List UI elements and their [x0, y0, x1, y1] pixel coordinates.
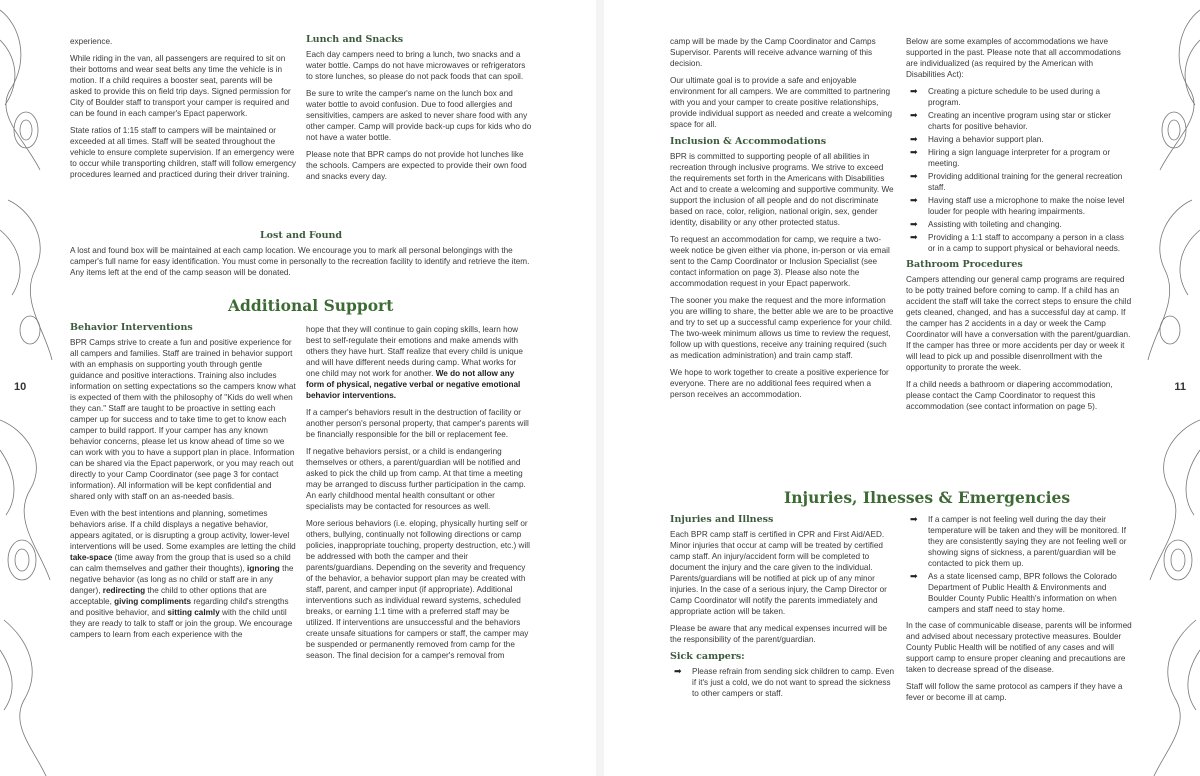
- paragraph: experience.: [70, 37, 113, 46]
- section-heading: Lunch and Snacks: [306, 34, 404, 45]
- paragraph: Please be aware that any medical expenses incurred will be the responsibility of the parent/guardian.: [670, 624, 888, 644]
- list-item: ➡ Creating a picture schedule to be used during a program.: [910, 86, 1101, 107]
- right-page: [604, 0, 1200, 776]
- paragraph: If a child needs a bathroom or diapering accommodation, please contact the Camp Coordinator to request this accommodation (see contact information on page 5).: [906, 380, 1113, 411]
- section-heading: Lost and Found: [259, 230, 343, 241]
- behavior-interventions-column-1: [70, 322, 296, 646]
- paragraph: In the case of communicable disease, parents will be informed and advised about necessary protective measures. Boulder County Public Health will be notified of any cases and will support camp to ensure proper cleaning and precautions are taken to decrease spread of the disease.: [906, 621, 1132, 674]
- list-item: ➡ Providing additional training for the general recreation staff.: [910, 171, 1123, 192]
- section-heading: Behavior Interventions: [70, 322, 193, 333]
- paragraph: A lost and found box will be maintained at each camp location. We encourage you to mark all personal belongings with the camper's full name for easy identification. You must come in personally to the recreation facility to identify and retrieve the item. Any items left at the end of the camp season will be donated.: [70, 246, 530, 277]
- paragraph: The sooner you make the request and the more information you are willing to share, the better able we are to be proactive and try to set up a successful camp experience for your child. The two-week minimum allows us time to review the request, follow up with questions, receive any training required (such as medication administration) and train camp staff.: [670, 296, 894, 360]
- list-item: ➡ Having staff use a microphone to make the noise level louder for people with hearing impairments.: [910, 195, 1125, 216]
- lunch-section: [306, 34, 532, 188]
- paragraph: Below are some examples of accommodations we have supported in the past. Please note that all accommodations are individualized (as required by the American with Disabilities Act):: [906, 37, 1121, 79]
- topographic-edge-decoration-left: [0, 0, 56, 776]
- arrow-right-icon: ➡: [910, 147, 918, 157]
- section-heading: Inclusion & Accommodations: [670, 136, 827, 147]
- sick-list: [670, 666, 896, 699]
- paragraph: Please note that BPR camps do not provide hot lunches like the schools. Campers are expected to provide their own food and snacks every day.: [306, 150, 527, 181]
- right-column-2-top: [906, 36, 1132, 418]
- arrow-right-icon: ➡: [910, 219, 918, 229]
- paragraph: hope that they will continue to gain coping skills, learn how best to self-regulate their emotions and make amends with others they have hurt. Staff realize that every child is unique and will have different needs during camp. What works for one child may not work for another. We do not allow any form of physical, negative verbal or negative emotional behavior interventions.: [306, 325, 523, 400]
- illness-list: [906, 514, 1132, 615]
- list-item: ➡ Creating an incentive program using star or sticker charts for positive behavior.: [910, 110, 1111, 131]
- paragraph: State ratios of 1:15 staff to campers will be maintained or exceeded at all times. Staff will be seated throughout the vehicle to ensure complete supervision. If an emergency were to occur while transporting children, staff will follow emergency procedures learned and practiced during their driver training.: [70, 126, 297, 179]
- arrow-right-icon: ➡: [910, 195, 918, 205]
- lost-and-found-section: [70, 230, 532, 278]
- list-item: ➡ Hiring a sign language interpreter for a program or meeting.: [910, 147, 1111, 168]
- paragraph: Each day campers need to bring a lunch, two snacks and a water bottle. Camps do not have microwaves or refrigerators to store lunches, so please do not pack foods that can spoil.: [306, 50, 526, 81]
- page-gutter: [596, 0, 604, 776]
- paragraph: BPR is committed to supporting people of all abilities in recreation through inclusive programs. We strive to exceed the requirements set forth in the Americans with Disabilities Act and to create a welcoming and supportive community. We support the inclusion of all people and do not discriminate based on race, color, religion, national origin, sex, gender identity, disability or any other protected status.: [670, 152, 894, 227]
- section-title: Additional Support: [228, 296, 394, 315]
- arrow-right-icon: ➡: [674, 666, 682, 676]
- section-heading: Sick campers:: [670, 651, 745, 662]
- paragraph: If a camper's behaviors result in the destruction of facility or another person's personal property, that camper's parents will be financially responsible for the bill or replacement fee.: [306, 408, 529, 439]
- paragraph: We hope to work together to create a positive experience for everyone. There are no additional fees required when a person receives an accommodation.: [670, 368, 889, 399]
- arrow-right-icon: ➡: [910, 134, 918, 144]
- left-column-top: [70, 36, 296, 186]
- paragraph: camp will be made by the Camp Coordinator and Camps Supervisor. Parents will receive advance warning of this decision.: [670, 37, 876, 68]
- list-item: ➡ Providing a 1:1 staff to accompany a person in a class or in a camp to support physical or behavioral needs.: [910, 232, 1125, 253]
- topographic-edge-decoration-right: [1144, 0, 1200, 776]
- paragraph: Each BPR camp staff is certified in CPR and First Aid/AED. Minor injuries that occur at camp will be treated by certified camp staff. An injury/accident form will be completed to document the injury and the care given to the individual. Parents/guardians will be notified at pick up of any minor injuries. In the case of a serious injury, the Camp Director or Camp Coordinator will notify the parents immediately and appropriate action will be taken.: [670, 530, 887, 616]
- section-title: Injuries, Ilnesses & Emergencies: [784, 488, 1071, 507]
- arrow-right-icon: ➡: [910, 171, 918, 181]
- paragraph: Staff will follow the same protocol as campers if they have a fever or become ill at camp.: [906, 682, 1123, 702]
- arrow-right-icon: ➡: [910, 571, 918, 581]
- paragraph: More serious behaviors (i.e. eloping, physically hurting self or others, bullying, continually not following directions or camp policies, inappropriate touching, property destruction, etc.) will be addressed with both the camper and their parents/guardians. Depending on the severity and frequency of the behavior, a behavior support plan may be created with staff, parent, and camper input (if appropriate). Additional interventions such as individual reward systems, scheduled breaks, or earning 1:1 time with a preferred staff may be utilized. If interventions are unsuccessful and the behaviors create unsafe situations for campers or staff, the camper may be suspended or permanently removed from camp for the season. The final decision for a camper's removal from: [306, 519, 530, 660]
- left-page: [0, 0, 596, 776]
- arrow-right-icon: ➡: [910, 232, 918, 242]
- paragraph: If negative behaviors persist, or a child is endangering themselves or others, a parent/guardian will be notified and asked to pick the child up from camp. At that time a meeting may be arranged to discuss further participation in the camp. An early childhood mental health consultant or other specialists may be contacted for resources as well.: [306, 447, 526, 511]
- list-item: ➡ If a camper is not feeling well during the day their temperature will be taken and they will be monitored. If they are consistently saying they are not feeling well or showing signs of sickness, a parent/guardian will be contacted to pick them up.: [910, 514, 1127, 568]
- arrow-right-icon: ➡: [910, 110, 918, 120]
- page-number: 11: [1174, 381, 1186, 393]
- right-column-1-top: [670, 36, 896, 406]
- list-item: ➡ Having a behavior support plan.: [910, 134, 1044, 144]
- arrow-right-icon: ➡: [910, 86, 918, 96]
- paragraph: BPR Camps strive to create a fun and positive experience for all campers and families. Staff are trained in behavior support with an emphasis on supporting youth through gentle guidance and positive interactions. Training also includes information on setting expectations so the campers know what is expected of them with the philosophy of "Kids do well when they can." Staff are taught to be proactive in setting each camper up for success and to take time to get to know each camper to build rapport. If your camper has any known behavior concerns, please let us know ahead of time so we can work with you to have a support plan in place. Information can be shared via the Epact paperwork, or you may reach out directly to your Camp Coordinator (see page 3 for contact information). All information will be kept confidential and shared only with staff on an as-needed basis.: [70, 338, 296, 501]
- list-item: ➡ Assisting with toileting and changing.: [910, 219, 1062, 229]
- list-item: ➡ As a state licensed camp, BPR follows the Colorado Department of Public Health & Environments and Boulder County Public Health's information on when campers and staff need to stay home.: [910, 571, 1117, 614]
- paragraph: Even with the best intentions and planning, sometimes behaviors arise. If a child displays a negative behavior, appears agitated, or is disrupting a group activity, lower-level interventions will be used. Some examples are letting the child take-space (time away from the group that is used so a child can calm themselves and gather their thoughts), ignoring the negative behavior (as long as no child or staff are in any danger), redirecting the child to other options that are acceptable, giving compliments regarding child's strengths and positive behavior, and sitting calmly with the child until they are ready to talk to staff or join the group. We encourage campers to learn from each experience with the: [70, 509, 296, 639]
- paragraph: To request an accommodation for camp, we require a two-week notice be given either via phone, in-person or via email sent to the Camp Coordinator or Inclusion Specialist (see contact information on page 3). Please also note the accommodation request in your Epact paperwork.: [670, 235, 890, 288]
- injuries-column-2: [906, 514, 1132, 709]
- paragraph: Campers attending our general camp programs are required to be potty trained before coming to camp. If a child has an accident the staff will take the correct steps to ensure the child gets cleaned, changed, and has a successful day at camp. If the camper has 2 accidents in a day or week the Camp Coordinator will have a conversation with the parent/guardian. If the camper has three or more accidents per day or week it will lead to pick up and possible disenrollment with the opportunity to prorate the week.: [906, 275, 1132, 372]
- injuries-column-1: [670, 514, 896, 704]
- arrow-right-icon: ➡: [910, 514, 918, 524]
- section-heading: Injuries and Illness: [670, 514, 774, 525]
- page-number: 10: [14, 381, 27, 393]
- paragraph: Be sure to write the camper's name on the lunch box and water bottle to avoid confusion. Due to food allergies and sensitivities, campers are asked to never share food with any other camper. Camp will provide back-up cups for kids who do not have a water bottle.: [306, 89, 532, 142]
- paragraph: Our ultimate goal is to provide a safe and enjoyable environment for all campers. We are committed to partnering with you and your camper to create positive relationships, provide individual support as needed and create a welcoming space for all.: [670, 76, 893, 129]
- section-heading: Bathroom Procedures: [906, 259, 1023, 270]
- behavior-interventions-column-2: [306, 324, 532, 667]
- accommodations-list: [906, 86, 1132, 254]
- list-item: ➡ Please refrain from sending sick children to camp. Even if it's just a cold, we do not want to spread the sickness to other campers or staff.: [674, 666, 895, 698]
- paragraph: While riding in the van, all passengers are required to sit on their bottoms and wear seat belts any time the vehicle is in motion. If a child requires a booster seat, parents will be asked to provide this on field trip days. Signed permission for City of Boulder staff to transport your camper is required and can be found in each camper's Epact paperwork.: [70, 54, 291, 118]
